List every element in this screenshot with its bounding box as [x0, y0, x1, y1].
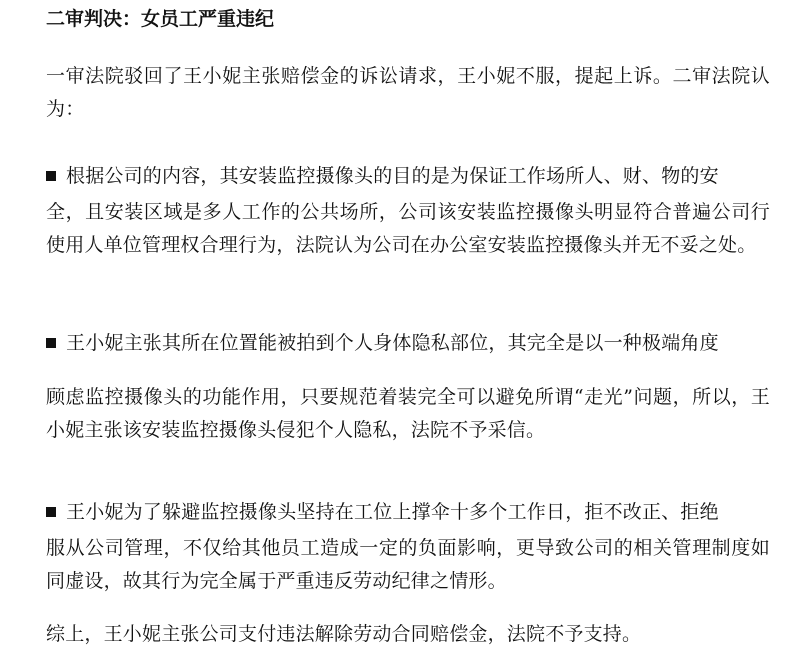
point-1-first-line — [46, 160, 770, 193]
point-1-continuation: 全，且安装区域是多人工作的公共场所，公司该安装监控摄像头明显符合普遍公司行使用人单位管理权合理行为，法院认为公司在办公室安装监控摄像头并无不妥之处。 — [46, 201, 770, 256]
point-1-text-start: 根据公司的内容，其安装监控摄像头的目的是为保证工作场所人、财、物的安 — [66, 165, 719, 187]
intro-paragraph: 一审法院驳回了王小妮主张赔偿金的诉讼请求，王小妮不服，提起上诉。二审法院认为： — [46, 65, 770, 120]
square-bullet-icon — [46, 507, 56, 517]
square-bullet-icon — [46, 338, 56, 348]
square-bullet-icon — [46, 171, 56, 181]
point-3-continuation: 服从公司管理，不仅给其他员工造成一定的负面影响，更导致公司的相关管理制度如同虚设，故其行为完全属于严重违反劳动纪律之情形。 — [46, 537, 770, 592]
point-2-text-start: 王小妮主张其所在位置能被拍到个人身体隐私部位，其完全是以一种极端角度 — [66, 332, 719, 354]
section-heading: 二审判决：女员工严重违纪 — [46, 8, 275, 30]
point-3-text-start: 王小妮为了躲避监控摄像头坚持在工位上撑伞十多个工作日，拒不改正、拒绝 — [66, 501, 719, 523]
conclusion-paragraph: 综上，王小妮主张公司支付违法解除劳动合同赔偿金，法院不予支持。 — [46, 623, 642, 645]
point-3-first-line — [46, 496, 770, 529]
point-2-first-line — [46, 327, 770, 360]
point-2-continuation: 顾虑监控摄像头的功能作用，只要规范着装完全可以避免所谓“走光”问题，所以，王小妮主张该安装监控摄像头侵犯个人隐私，法院不予采信。 — [46, 386, 770, 441]
